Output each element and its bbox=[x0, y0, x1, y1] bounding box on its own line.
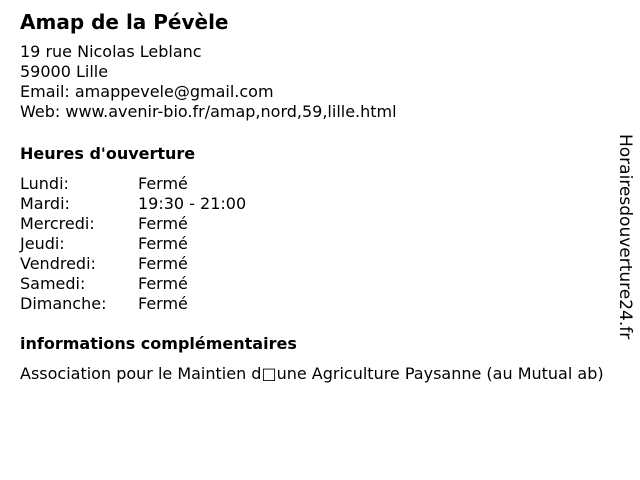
hours-row-sunday bbox=[20, 294, 620, 314]
hours-day: Jeudi: bbox=[20, 234, 65, 253]
address-line-1: 19 rue Nicolas Leblanc bbox=[20, 42, 202, 61]
address-line-2: 59000 Lille bbox=[20, 62, 109, 81]
hours-day: Mardi: bbox=[20, 194, 70, 213]
hours-value: 19:30 - 21:00 bbox=[138, 194, 247, 213]
hours-row-saturday bbox=[20, 274, 620, 294]
hours-day: Dimanche: bbox=[20, 294, 107, 313]
hours-day: Samedi: bbox=[20, 274, 86, 293]
business-card bbox=[20, 10, 620, 384]
email-label: Email: bbox=[20, 82, 70, 101]
hours-row-tuesday bbox=[20, 194, 620, 214]
hours-value: Fermé bbox=[138, 254, 188, 273]
business-name: Amap de la Pévèle bbox=[20, 10, 229, 34]
hours-value: Fermé bbox=[138, 174, 188, 193]
hours-value: Fermé bbox=[138, 274, 188, 293]
hours-row-monday bbox=[20, 174, 620, 194]
hours-day: Vendredi: bbox=[20, 254, 96, 273]
hours-day: Lundi: bbox=[20, 174, 69, 193]
hours-day: Mercredi: bbox=[20, 214, 95, 233]
hours-value: Fermé bbox=[138, 294, 188, 313]
hours-value: Fermé bbox=[138, 214, 188, 233]
web-label: Web: bbox=[20, 102, 61, 121]
hours-row-thursday bbox=[20, 234, 620, 254]
site-watermark: Horairesdouverture24.fr bbox=[615, 134, 635, 340]
email-line bbox=[20, 82, 620, 102]
hours-heading: Heures d'ouverture bbox=[20, 144, 196, 163]
web-value: www.avenir-bio.fr/amap,nord,59,lille.html bbox=[65, 102, 397, 121]
hours-row-wednesday bbox=[20, 214, 620, 234]
hours-row-friday bbox=[20, 254, 620, 274]
info-description: Association pour le Maintien d□une Agriculture Paysanne (au Mutual ab) bbox=[20, 364, 604, 383]
email-value: amappevele@gmail.com bbox=[74, 82, 274, 101]
hours-value: Fermé bbox=[138, 234, 188, 253]
info-heading: informations complémentaires bbox=[20, 334, 297, 353]
web-line bbox=[20, 102, 620, 122]
